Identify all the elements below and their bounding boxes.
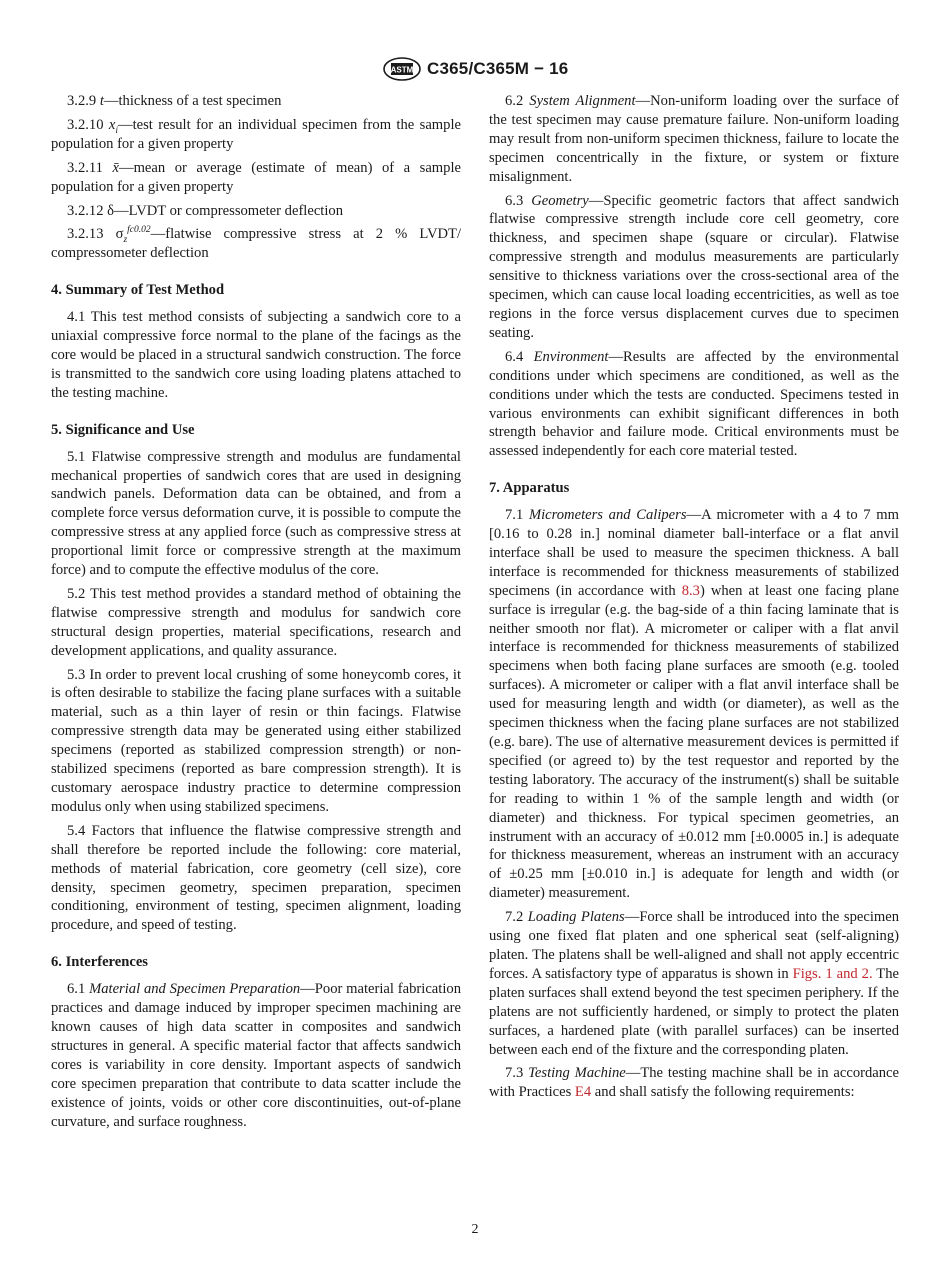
definition-3-2-10: 3.2.10 $x_i—test$ result for an individual specimen from the sample population for a given property: [51, 116, 461, 152]
paragraph-7-2: 7.2 Loading Platens—Force shall be introduced into the specimen using one fixed flat platen and one spherical seat (self-aligning) platen. The platens shall be well-aligned and shall not apply eccentric forces. A satisfactory type of apparatus is shown in Figs. 1 and 2. The platen surfaces shall extend beyond the test specimen periphery. If the platens are not sufficiently hardened, or simply to protect the platen surfaces, a hardened plate (with parallel surfaces) can be inserted between each end of the fixture and the corresponding platen.: [489, 909, 900, 1058]
page-number: 2: [471, 1222, 479, 1237]
definition-3-2-13: 3.2.13 $\sigma_z^{fc0.02}—flatwise$ compressive stress at 2 % LVDT/ compressometer deflection: [51, 225, 462, 262]
right-column: [489, 92, 899, 1107]
practice-e4-link[interactable]: E4: [574, 1084, 592, 1101]
paragraph-5-4: 5.4 Factors that influence the flatwise compressive strength and shall therefore be reported include the following: core material, methods of material fabrication, core geometry (cell size), core density, specimen geometry, specimen preparation, specimen conditioning, environment of testing, specimen alignment, loading procedure, and speed of testing.: [51, 822, 461, 934]
svg-text:ASTM: ASTM: [390, 65, 414, 75]
section-heading-6: 6. Interferences: [51, 954, 148, 971]
paragraph-7-3: 7.3 Testing Machine—The testing machine shall be in accordance with Practices E4 and shall satisfy the following requirements:: [489, 1065, 899, 1101]
astm-logo: [382, 57, 422, 81]
left-column: [51, 92, 461, 1136]
paragraph-6-4: 6.4 Environment—Results are affected by the environmental conditions under which specimens are conditioned, as well as the conditions under which the tests are conducted. Specimens tested in various environments can exhibit significant differences in both strength behavior and failure mode. Critical environments must be assessed independently for each core material tested.: [489, 348, 900, 460]
definition-3-2-9: 3.2.9 t—thickness of a test specimen: [67, 93, 282, 109]
paragraph-6-1: 6.1 Material and Specimen Preparation—Poor material fabrication practices and damage induced by improper specimen machining are known causes of high data scatter in composites and sandwich structures in general. A specific material factor that affects sandwich cores is variability in core density. Important aspects of sandwich core specimen preparation that contribute to data scatter include the existence of joints, voids or other core discontinuities, out-of-plane curvature, and surface roughness.: [51, 981, 461, 1130]
section-heading-7: 7. Apparatus: [489, 480, 570, 497]
section-heading-5: 5. Significance and Use: [51, 421, 195, 438]
figures-1-2-link[interactable]: Figs. 1 and 2.: [792, 965, 873, 982]
definition-3-2-11: 3.2.11 x̄—mean or average (estimate of mean) of a sample population for a given property: [51, 159, 461, 195]
paragraph-6-3: 6.3 Geometry—Specific geometric factors that affect sandwich flatwise compressive strength include core cell geometry, core thickness, and specimen shape (square or circular). Flatwise compressive strength and modulus measurements are particularly sensitive to thickness variations over the cross-sectional area of the specimen, which can cause local loading eccentricities, as well as toe regions in the force versus displacement curves due to specimen seating.: [489, 192, 899, 341]
document-id: C365/C365M − 16: [427, 59, 569, 78]
definition-3-2-12: 3.2.12 δ—LVDT or compressometer deflection: [67, 202, 344, 219]
page-header: [0, 57, 950, 83]
section-8-3-link[interactable]: 8.3: [681, 582, 700, 599]
section-heading-4: 4. Summary of Test Method: [51, 282, 225, 299]
paragraph-5-3: 5.3 In order to prevent local crushing of some honeycomb cores, it is often desirable to stabilize the facing plane surfaces with a suitable material, such as a thin layer of resin or thin facings. Flatwise compressive strength data may be generated using either stabilized specimens (reported as stabilized compression strength) or non-stabilized specimens (reported as bare compression strength). It is customary aerospace industry practice to determine compression modulus only when using stabilized specimens.: [51, 666, 461, 815]
paragraph-6-2: 6.2 System Alignment—Non-uniform loading over the surface of the test specimen may cause premature failure. Non-uniform loading may result from non-uniform specimen thickness, failure to locate the specimen concentrically in the fixture, or system or fixture misalignment.: [489, 93, 899, 185]
paragraph-5-2: 5.2 This test method provides a standard method of obtaining the flatwise compressive strength and modulus for sandwich core structural design properties, material specifications, research and development applications, and quality assurance.: [51, 585, 461, 659]
paragraph-5-1: 5.1 Flatwise compressive strength and modulus are fundamental mechanical properties of sandwich cores that are used in designing sandwich panels. Deformation data can be obtained, and from a complete force versus deformation curve, it is possible to compute the compressive stress at any applied force (such as compressive stress at proportional limit force or compressive strength at the maximum force) and to compute the effective modulus of the core.: [51, 448, 461, 579]
paragraph-7-1: 7.1 Micrometers and Calipers—A micrometer with a 4 to 7 mm [0.16 to 0.28 in.] nominal diameter ball-interface or a flat anvil interface shall be used to measure the specimen thickness. A ball interface is recommended for thickness measurements of stabilized specimens (in accordance with 8.3) when at least one facing plane surface is irregular (e.g. the bag-side of a thin facing laminate that is neither smooth nor flat). A micrometer or caliper with a flat anvil interface is recommended for thickness measurements of stabilized specimens when both facing plane surfaces are smooth (e.g. tooled surfaces). A micrometer or caliper with a flat anvil interface shall be used for measuring length and width (or diameter), as well as the specimen thickness when the facing plane surfaces are not stabilized (e.g. bare). The use of alternative measurement devices is permitted if specified (or agreed to) by the test requestor and reported by the testing laboratory. The accuracy of the instrument(s) shall be suitable for reading to within 1 % of the sample length and width (or diameter) and thickness. For typical specimen geometries, an instrument with an accuracy of ±0.012 mm [±0.0005 in.] is adequate for thickness measurement, whereas an instrument with an accuracy of ±0.25 mm [±0.010 in.] is adequate for length and width (or diameter) measurement.: [489, 507, 899, 902]
paragraph-4-1: 4.1 This test method consists of subjecting a sandwich core to a uniaxial compressive force normal to the plane of the facings as the core would be placed in a structural sandwich construction. The force is transmitted to the sandwich core using loading platens attached to the testing machine.: [51, 309, 461, 401]
